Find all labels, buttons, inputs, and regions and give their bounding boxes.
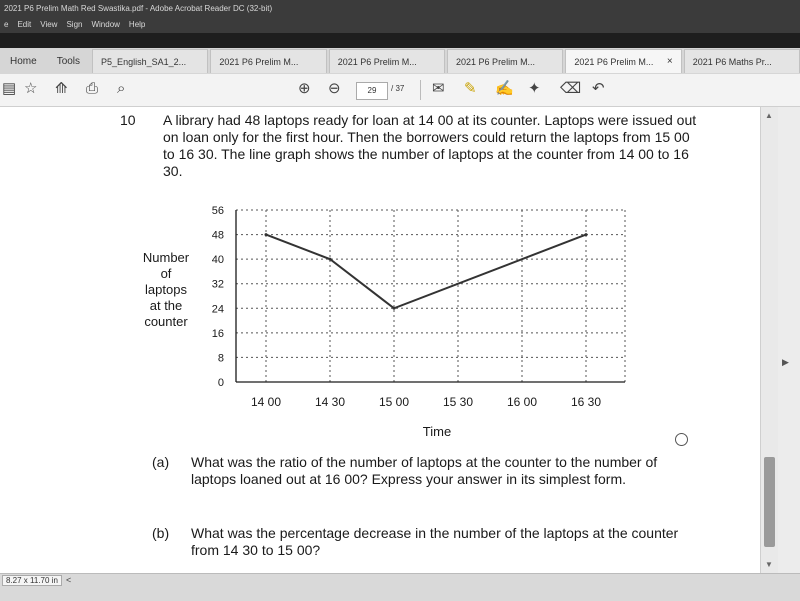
- page-number-input[interactable]: 29: [356, 82, 388, 100]
- bookmark-star-icon[interactable]: ☆: [24, 80, 38, 97]
- question-number: 10: [120, 112, 136, 128]
- laptops-line-chart: [130, 200, 650, 450]
- page-total: / 37: [391, 84, 405, 93]
- draw-icon[interactable]: ✍: [495, 80, 514, 97]
- doc-tab-5-active[interactable]: [565, 49, 681, 73]
- title-bar: [0, 0, 800, 33]
- doc-tab-3[interactable]: [329, 49, 445, 73]
- part-a-label: (a): [152, 454, 170, 470]
- x-tick-label: 15 00: [378, 395, 410, 409]
- x-tick-label: 16 30: [570, 395, 602, 409]
- question-text: A library had 48 laptops ready for loan at 14 00 at its counter. Laptops were issued out on loan only for the first hour. Then the borrowers could return the laptops from 15 00 to 16 30. The line graph shows the number of laptops at the counter from 14 00 to 16 30.: [163, 112, 697, 179]
- toolbar-divider: [420, 80, 421, 100]
- data-point: [265, 233, 268, 236]
- status-bar: [0, 573, 800, 601]
- doc-tab-label: P5_English_SA1_2...: [101, 56, 187, 67]
- x-tick-label: 16 00: [506, 395, 538, 409]
- y-tick-label: 56: [211, 205, 224, 217]
- y-tick-label: 8: [217, 352, 224, 365]
- doc-tab-label: 2021 P6 Prelim M...: [337, 56, 417, 67]
- tab-bar: [0, 48, 800, 74]
- page-up-icon[interactable]: ⊕: [298, 80, 311, 97]
- vertical-scrollbar[interactable]: [760, 107, 779, 573]
- y-tick-label: 24: [211, 303, 224, 316]
- undo-icon[interactable]: ↶: [592, 80, 605, 97]
- save-icon[interactable]: ▤: [2, 80, 17, 97]
- tab-close-icon[interactable]: ×: [666, 56, 673, 67]
- highlight-pen-icon[interactable]: ✎: [464, 80, 477, 97]
- y-axis-label: at the: [149, 298, 183, 313]
- doc-tab-label: 2021 P6 Prelim M...: [574, 56, 654, 67]
- menu-item-sign[interactable]: Sign: [66, 20, 83, 29]
- x-tick-label: 14 00: [250, 395, 282, 409]
- print-icon[interactable]: ⎙: [86, 80, 99, 97]
- series-line: [266, 235, 586, 309]
- part-a-text: What was the ratio of the number of laptops at the counter to the number of laptops loaned out at 16 00? Express your answer in its simplest form.: [191, 454, 658, 487]
- menu-item-view[interactable]: View: [40, 20, 58, 29]
- menu-item-file[interactable]: e: [4, 20, 9, 29]
- comment-icon[interactable]: ✉: [432, 80, 445, 97]
- x-tick-label: 14 30: [314, 395, 346, 409]
- data-point: [585, 233, 588, 236]
- stamp-icon[interactable]: ✦: [528, 80, 541, 97]
- y-tick-label: 40: [211, 254, 224, 267]
- document-page: [0, 107, 760, 573]
- toolbar: [0, 74, 800, 107]
- x-axis-label: Time: [422, 424, 452, 439]
- y-tick-label: 0: [217, 377, 224, 389]
- doc-tab-label: 2021 P6 Maths Pr...: [692, 56, 772, 67]
- share-icon[interactable]: ⟰: [55, 80, 68, 97]
- doc-tab-4[interactable]: [447, 49, 563, 73]
- scroll-left-button[interactable]: <: [66, 575, 72, 585]
- y-tick-label: 16: [211, 327, 224, 340]
- y-axis-label: counter: [144, 314, 188, 329]
- menu-item-help[interactable]: Help: [128, 20, 146, 29]
- part-b-label: (b): [152, 525, 170, 541]
- doc-tab-label: 2021 P6 Prelim M...: [219, 56, 299, 67]
- tab-tools[interactable]: Tools: [56, 55, 81, 67]
- y-axis-label: Number: [142, 250, 190, 265]
- right-pane: [778, 107, 800, 573]
- y-tick-label: 48: [211, 229, 224, 242]
- data-point: [393, 307, 396, 310]
- scroll-down-icon[interactable]: ▼: [765, 560, 773, 569]
- menu-bar: [4, 20, 145, 29]
- page-down-icon[interactable]: ⊖: [328, 80, 341, 97]
- y-axis-label: laptops: [145, 282, 187, 297]
- doc-tab-2[interactable]: [210, 49, 326, 73]
- doc-tab-1[interactable]: [92, 49, 208, 73]
- x-tick-label: 15 30: [442, 395, 474, 409]
- scroll-thumb[interactable]: [764, 457, 775, 547]
- scroll-up-icon[interactable]: ▲: [765, 111, 773, 120]
- doc-tab-6[interactable]: [684, 49, 800, 73]
- circle-mark: [675, 433, 688, 446]
- expand-pane-icon[interactable]: ▶: [782, 357, 789, 367]
- delete-icon[interactable]: ⌫: [560, 80, 582, 97]
- part-b-text: What was the percentage decrease in the number of the laptops at the counter from 14 30 to 15 00?: [191, 525, 679, 558]
- data-point: [329, 258, 332, 261]
- menu-item-edit[interactable]: Edit: [17, 20, 32, 29]
- window-title: 2021 P6 Prelim Math Red Swastika.pdf - Adobe Acrobat Reader DC (32-bit): [4, 4, 273, 13]
- page-size-label: 8.27 x 11.70 in: [2, 575, 62, 586]
- search-icon[interactable]: ⌕: [117, 80, 126, 97]
- y-axis-label: of: [160, 266, 172, 281]
- tab-home[interactable]: Home: [10, 55, 37, 67]
- doc-tab-label: 2021 P6 Prelim M...: [456, 56, 536, 67]
- y-tick-label: 32: [211, 278, 224, 291]
- menu-item-window[interactable]: Window: [91, 20, 120, 29]
